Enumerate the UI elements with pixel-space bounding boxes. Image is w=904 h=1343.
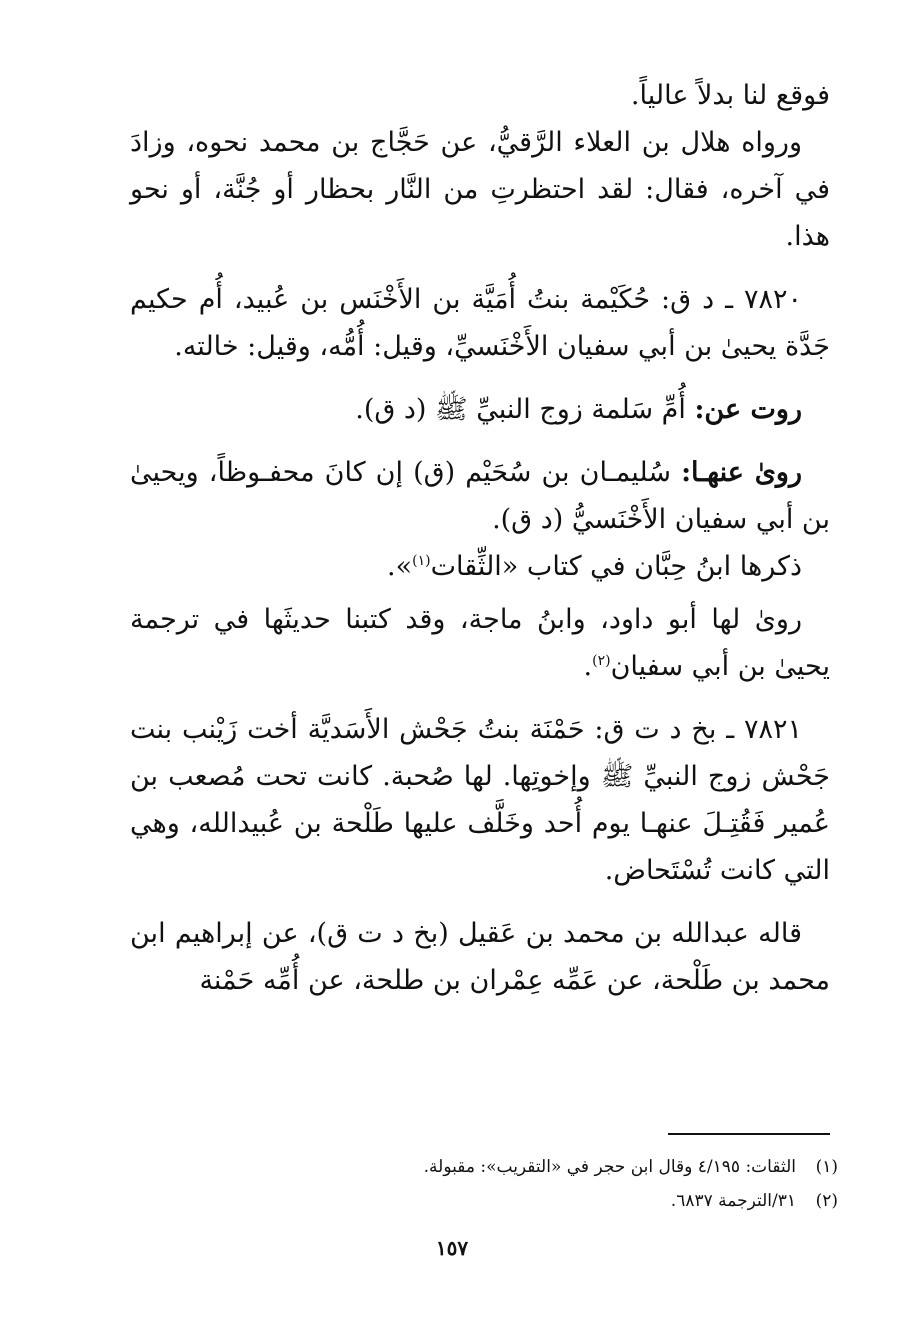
footnote-number: (٢) bbox=[815, 1191, 838, 1211]
footnote-2 bbox=[130, 1184, 838, 1218]
footnote-marker-1: (١) bbox=[412, 553, 431, 569]
abu-dawud-line bbox=[130, 596, 830, 690]
footnote-text: ٣١/الترجمة ٦٨٣٧. bbox=[670, 1191, 796, 1211]
narrated-from-text: أُمِّ سَلمة زوج النبيِّ ﷺ (د ق). bbox=[355, 394, 686, 425]
narrated-by-line bbox=[130, 449, 830, 543]
paragraph-2: ورواه هلال بن العلاء الرَّقيُّ، عن حَجَّاج بن محمد نحوه، وزادَ في آخره، فقال: لقد احتظرتِ من النَّار بحظار أو جُنَّة، أو نحو هذا. bbox=[130, 127, 830, 252]
footnote-marker-2: (٢) bbox=[592, 653, 611, 669]
narrated-by-text: سُليمـان بن سُحَيْم (ق) إن كانَ محفـوظاً، ويحيىٰ بن أبي سفيان الأَخْنَسيُّ (د ق). bbox=[130, 457, 830, 535]
footnote-divider bbox=[668, 1133, 830, 1135]
paragraph-1: فوقع لنا بدلاً عالياً. bbox=[630, 80, 830, 111]
footnote-text: الثقات: ٤/١٩٥ وقال ابن حجر في «التقريب»: مقبولة. bbox=[423, 1157, 796, 1177]
entry-7820: ٧٨٢٠ ـ د ق: حُكَيْمة بنتُ أُمَيَّة بن الأَخْنَس بن عُبيد، أُم حكيم جَدَّة يحيىٰ بن أبي سفيان الأَخْنَسيِّ، وقيل: أُمُّه، وقيل: خالته. bbox=[130, 284, 830, 362]
entry-7821: ٧٨٢١ ـ بخ د ت ق: حَمْنَة بنتُ جَحْش الأَسَديَّة أخت زَيْنب بنت جَحْش زوج النبيِّ ﷺ وإخوتِها. لها صُحبة. كانت تحت مُصعب بن عُمير فَقُتِـلَ عنهـا يوم أُحد وخَلَّف عليها طَلْحة بن عُبيدالله، وهي التي كانت تُسْتَحاض. bbox=[130, 714, 830, 886]
ibn-hibban-line bbox=[130, 543, 830, 590]
page-number: ١٥٧ bbox=[435, 1236, 469, 1260]
footnotes bbox=[130, 1150, 838, 1218]
narrated-from-label: روت عن: bbox=[694, 394, 802, 425]
narrated-by-label: رویٰ عنهـا: bbox=[681, 457, 802, 488]
ibn-hibban-end: ». bbox=[387, 551, 413, 582]
main-text bbox=[130, 72, 830, 1004]
paragraph-chain: قاله عبدالله بن محمد بن عَقيل (بخ د ت ق)، عن إبراهيم ابن محمد بن طَلْحة، عن عَمِّه عِمْران بن طلحة، عن أُمِّه حَمْنة bbox=[130, 918, 830, 996]
footnote-1 bbox=[130, 1150, 838, 1184]
ibn-hibban-text: ذكرها ابنُ حِبَّان في كتاب «الثِّقات bbox=[430, 551, 802, 582]
abu-dawud-end: . bbox=[583, 651, 593, 682]
abu-dawud-text: رویٰ لها أبو داود، وابنُ ماجة، وقد كتبنا حديثَها في ترجمة يحيىٰ بن أبي سفيان bbox=[130, 604, 830, 682]
narrated-from-line bbox=[130, 386, 830, 433]
footnote-number: (١) bbox=[815, 1157, 838, 1177]
